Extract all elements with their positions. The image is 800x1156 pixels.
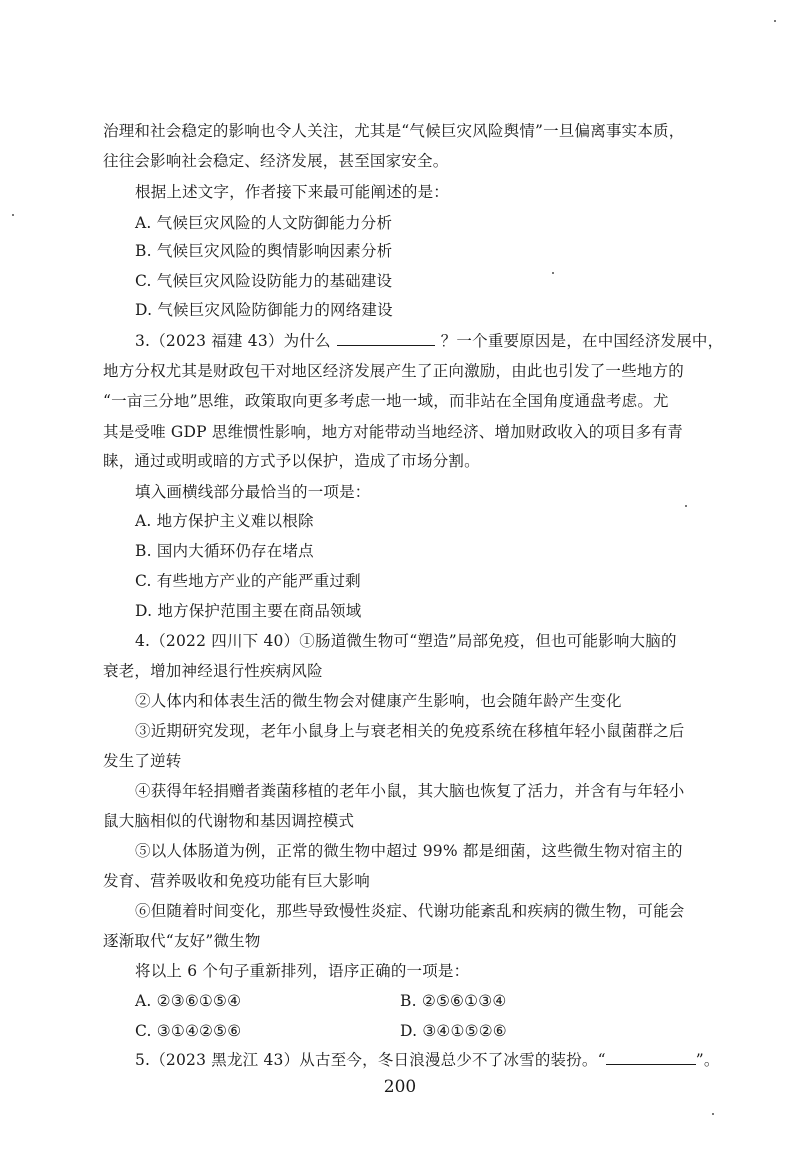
option-a: A. 地方保护主义难以根除 — [135, 512, 314, 530]
question-5-header — [135, 1050, 720, 1070]
sentence-2: ②人体内和体表生活的微生物会对健康产生影响，也会随年龄产生变化 — [135, 692, 622, 710]
fill-in-blank — [337, 331, 435, 346]
paragraph-line: 治理和社会稳定的影响也令人关注，尤其是“气候巨灾风险舆情”一旦偏离事实本质， — [103, 122, 685, 140]
question-3-header — [135, 331, 723, 351]
option-b: B. ②⑤⑥①③④ — [400, 992, 507, 1010]
question-5-head-text: 5.（2023 黑龙江 43）从古至今，冬日浪漫总少不了冰雪的装扮。“ — [135, 1051, 606, 1069]
paragraph-line: 逐渐取代“友好”微生物 — [103, 932, 261, 950]
question-3-tail-text: ？一个重要原因是，在中国经济发展中， — [440, 332, 724, 350]
page-number: 200 — [383, 1077, 417, 1097]
question-3-head-text: 3.（2023 福建 43）为什么 — [135, 332, 331, 350]
option-c: C. 气候巨灾风险设防能力的基础建设 — [135, 272, 393, 290]
scan-speck — [552, 272, 554, 274]
option-b: B. 气候巨灾风险的舆情影响因素分析 — [135, 242, 393, 260]
option-d: D. 气候巨灾风险防御能力的网络建设 — [135, 301, 393, 319]
option-a: A. ②③⑥①⑤④ — [135, 992, 242, 1010]
option-d: D. 地方保护范围主要在商品领域 — [135, 602, 362, 620]
option-d: D. ③④①⑤②⑥ — [400, 1022, 507, 1040]
option-c: C. 有些地方产业的产能严重过剩 — [135, 572, 361, 590]
question-5-tail-text: ”。 — [695, 1051, 720, 1069]
question-prompt: 将以上 6 个句子重新排列，语序正确的一项是： — [135, 962, 470, 980]
fill-in-blank — [606, 1050, 696, 1065]
scan-speck — [774, 20, 776, 22]
option-c: C. ③①④②⑤⑥ — [135, 1022, 242, 1040]
paragraph-line: 其是受唯 GDP 思维惯性影响，地方对能带动当地经济、增加财政收入的项目多有青 — [103, 423, 683, 441]
paragraph-line: 发生了逆转 — [103, 752, 182, 770]
paragraph-line: 衰老，增加神经退行性疾病风险 — [103, 662, 323, 680]
sentence-4: ④获得年轻捐赠者粪菌移植的老年小鼠，其大脑也恢复了活力，并含有与年轻小 — [135, 782, 685, 800]
sentence-6: ⑥但随着时间变化，那些导致慢性炎症、代谢功能紊乱和疾病的微生物，可能会 — [135, 902, 685, 920]
paragraph-line: 发育、营养吸收和免疫功能有巨大影响 — [103, 872, 370, 890]
paragraph-line: 地方分权尤其是财政包干对地区经济发展产生了正向激励，由此也引发了一些地方的 — [103, 362, 684, 380]
scan-speck — [712, 1113, 714, 1115]
paragraph-line: 鼠大脑相似的代谢物和基因调控模式 — [103, 812, 355, 830]
scan-speck — [12, 214, 14, 216]
question-4-header: 4.（2022 四川下 40）①肠道微生物可“塑造”局部免疫，但也可能影响大脑的 — [135, 632, 677, 650]
question-prompt: 填入画横线部分最恰当的一项是： — [135, 483, 371, 501]
paragraph-line: 往往会影响社会稳定、经济发展，甚至国家安全。 — [103, 152, 449, 170]
paragraph-line: “一亩三分地”思维，政策取向更多考虑一地一域，而非站在全国角度通盘考虑。尤 — [103, 392, 669, 410]
sentence-5: ⑤以人体肠道为例，正常的微生物中超过 99% 都是细菌，这些微生物对宿主的 — [135, 842, 683, 860]
sentence-3: ③近期研究发现，老年小鼠身上与衰老相关的免疫系统在移植年轻小鼠菌群之后 — [135, 722, 685, 740]
question-prompt: 根据上述文字，作者接下来最可能阐述的是： — [135, 183, 450, 201]
option-a: A. 气候巨灾风险的人文防御能力分析 — [135, 214, 393, 232]
scan-speck — [685, 505, 687, 507]
option-b: B. 国内大循环仍存在堵点 — [135, 542, 314, 560]
paragraph-line: 睐，通过或明或暗的方式予以保护，造成了市场分割。 — [103, 452, 480, 470]
